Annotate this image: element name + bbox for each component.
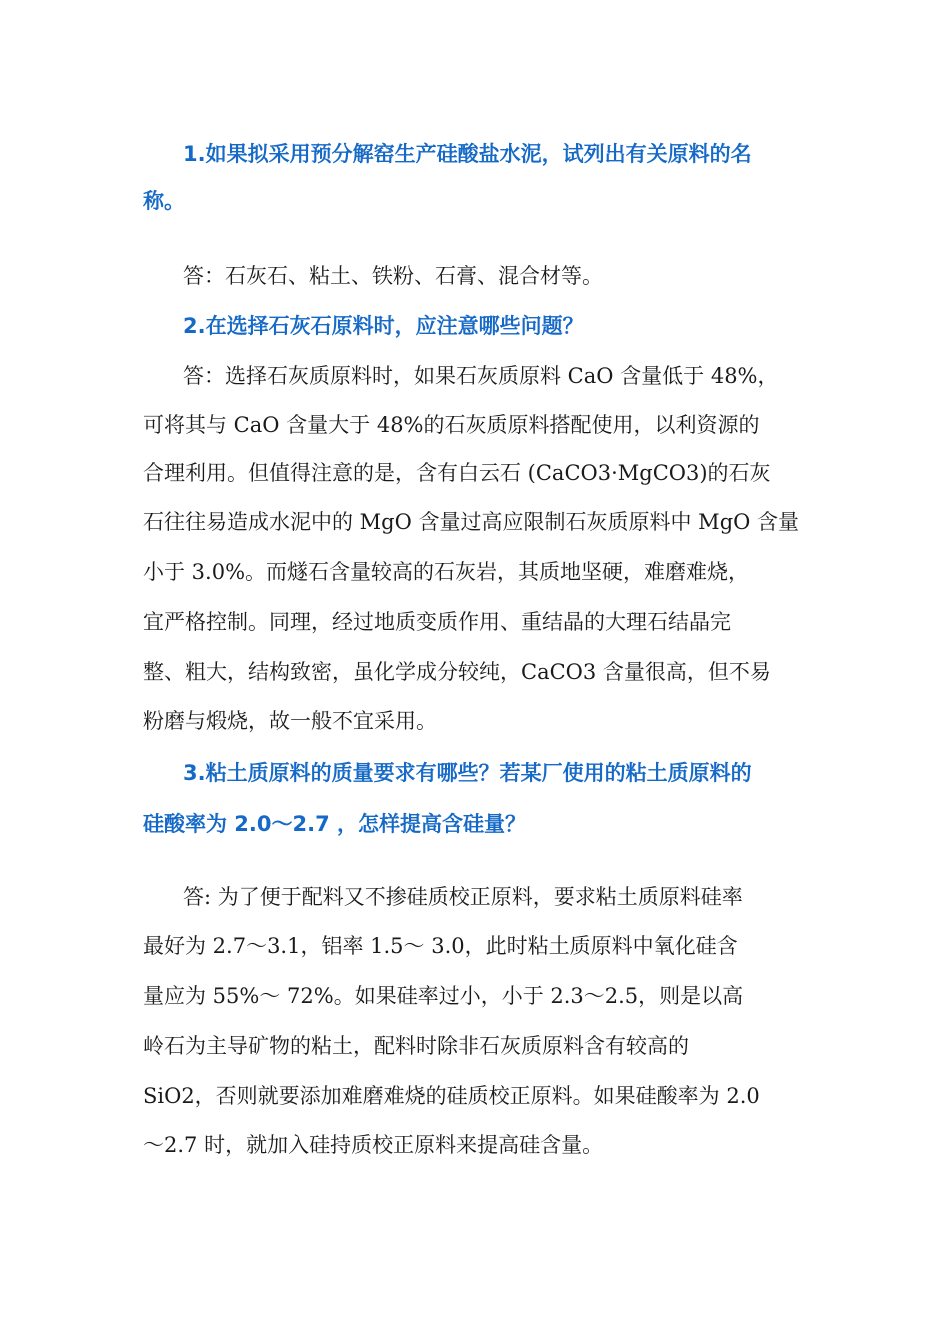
answer-2-line-8: 粉磨与煅烧，故一般不宜采用。 (143, 709, 437, 733)
question-3-line-1: 3.粘土质原料的质量要求有哪些？若某厂使用的粘土质原料的 (183, 761, 752, 785)
question-2-line-1: 2.在选择石灰石原料时，应注意哪些问题？ (183, 314, 584, 338)
answer-2-line-1: 答：选择石灰质原料时，如果石灰质原料 CaO 含量低于 48%， (183, 364, 779, 388)
answer-3-line-6: ～2.7 时，就加入硅持质校正原料来提高硅含量。 (143, 1133, 604, 1157)
question-3-line-2: 硅酸率为 2.0～2.7 ，怎样提高含硅量？ (143, 812, 527, 836)
answer-3-line-2: 最好为 2.7～3.1，铝率 1.5～ 3.0，此时粘土质原料中氧化硅含 (143, 934, 738, 958)
answer-2-line-6: 宜严格控制。同理，经过地质变质作用、重结晶的大理石结晶完 (143, 610, 731, 634)
answer-1-line-1: 答：石灰石、粘土、铁粉、石膏、混合材等。 (183, 264, 603, 288)
question-1-line-2: 称。 (143, 189, 185, 213)
answer-2-line-7: 整、粗大，结构致密，虽化学成分较纯，CaCO3 含量很高，但不易 (143, 660, 771, 684)
answer-2-line-4: 石往往易造成水泥中的 MgO 含量过高应限制石灰质原料中 MgO 含量 (143, 510, 800, 534)
answer-3-line-1: 答: 为了便于配料又不掺硅质校正原料，要求粘土质原料硅率 (183, 885, 743, 909)
answer-3-line-3: 量应为 55%～ 72%。如果硅率过小，小于 2.3～2.5，则是以高 (143, 984, 744, 1008)
answer-3-line-4: 岭石为主导矿物的粘土，配料时除非石灰质原料含有较高的 (143, 1034, 689, 1058)
answer-2-line-2: 可将其与 CaO 含量大于 48%的石灰质原料搭配使用，以利资源的 (143, 413, 760, 437)
answer-2-line-5: 小于 3.0%。而燧石含量较高的石灰岩，其质地坚硬，难磨难烧， (143, 560, 750, 584)
answer-2-line-3: 合理利用。但值得注意的是，含有白云石 (CaCO3·MgCO3)的石灰 (143, 461, 771, 485)
answer-3-line-5: SiO2，否则就要添加难磨难烧的硅质校正原料。如果硅酸率为 2.0 (143, 1084, 760, 1108)
question-1-line-1: 1.如果拟采用预分解窑生产硅酸盐水泥，试列出有关原料的名 (183, 142, 752, 166)
